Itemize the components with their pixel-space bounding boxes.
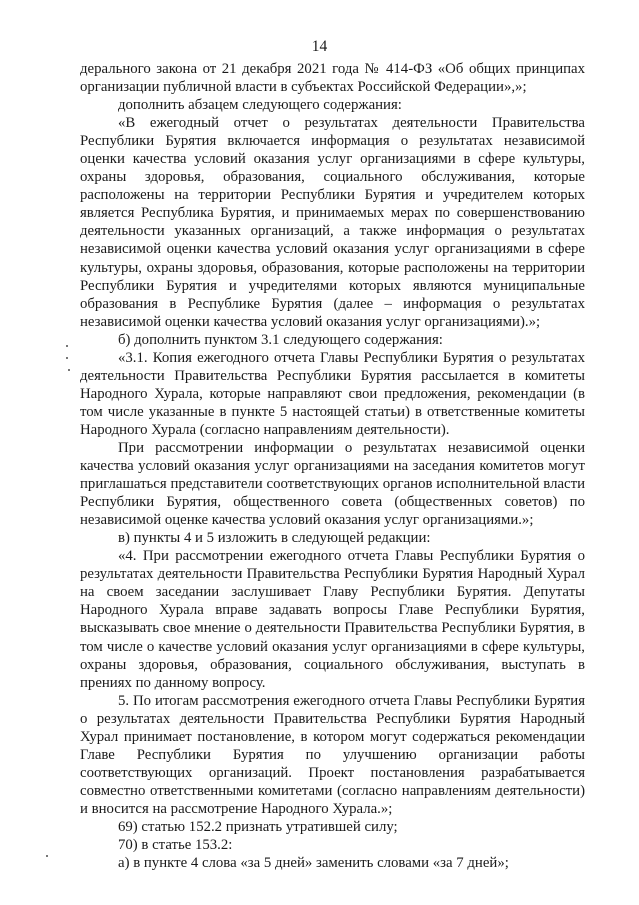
scan-speck — [46, 855, 48, 857]
paragraph-item-v: в) пункты 4 и 5 изложить в следующей редакции: — [118, 530, 431, 547]
paragraph-item-69: 69) статью 152.2 признать утратившей силу; — [118, 818, 398, 835]
paragraph-item-a: а) в пункте 4 слова «за 5 дней» заменить словами «за 7 дней»; — [118, 855, 509, 872]
paragraph-item-70: 70) в статье 153.2: — [118, 837, 233, 854]
scan-speck — [66, 345, 68, 347]
paragraph-point-5: 5. По итогам рассмотрения ежегодного отчета Главы Республики Бурятия о результатах деятельности Правительства Республики Бурятия Народный Хурал принимает постановление, в котором могут содержаться рекомендации Главе Республики Бурятия по улучшению организации работы соответствующих организаций. Проект постановления разрабатывается совместно ответственными комитетами (согласно направлениям деятельности) и вносится на рассмотрение Народного Хурала.»; — [80, 692, 585, 817]
paragraph-item-b: б) дополнить пунктом 3.1 следующего содержания: — [118, 331, 443, 348]
page-number: 14 — [311, 38, 328, 55]
paragraph-3-1: «3.1. Копия ежегодного отчета Главы Республики Бурятия о результатах деятельности Правительства Республики Бурятия рассылается в комитеты Народного Хурала, которые направляют свои предложения, рекомендации (в том числе указанные в пункте 5 настоящей статьи) в ответственные комитеты Народного Хурала (согласно направлениям деятельности). — [80, 349, 585, 438]
paragraph-continuation: дерального закона от 21 декабря 2021 года № 414-ФЗ «Об общих принципах организации публичной власти в субъектах Российской Федерации»,»; — [80, 61, 585, 96]
scan-speck — [68, 369, 70, 371]
paragraph-report-info: «В ежегодный отчет о результатах деятельности Правительства Республики Бурятия включается информация о результатах независимой оценки качества условий оказания услуг организациями в сфере культуры, охраны здоровья, образования, социального обслуживания, которые расположены на территории Республики Бурятия и учредителем которых является Республика Бурятия, и принимаемых мерах по совершенствованию деятельности указанных организаций, а также информация о результатах независимой оценки качества условий оказания услуг организациями в сфере культуры, охраны здоровья, образования, которые расположены на территории Республики Бурятия и учредителями которых являются муниципальные образования в Республике Бурятия (далее – информация о результатах независимой оценки качества условий оказания услуг организациями).»; — [80, 115, 585, 330]
paragraph-committee-meetings: При рассмотрении информации о результатах независимой оценки качества условий оказания услуг организациями на заседания комитетов могут приглашаться представители соответствующих органов исполнительной власти Республики Бурятия, общественного совета (общественных советов) по независимой оценке качества условий оказания услуг организациями.»; — [80, 439, 585, 529]
paragraph-point-4: «4. При рассмотрении ежегодного отчета Главы Республики Бурятия о результатах деятельности Правительства Республики Бурятия Народный Хурал на своем заседании заслушивает Главу Республики Бурятия. Депутаты Народного Хурала вправе задавать вопросы Главе Республики Бурятия, высказывать свое мнение о деятельности Правительства Республики Бурятия, в том числе о качестве условий оказания услуг организациями в сфере культуры, охраны здоровья, образования, социального обслуживания, выступать в прениях по данному вопросу. — [80, 548, 585, 691]
document-body — [80, 60, 585, 872]
paragraph-instruction-add: дополнить абзацем следующего содержания: — [118, 97, 402, 114]
scan-speck — [66, 357, 68, 359]
